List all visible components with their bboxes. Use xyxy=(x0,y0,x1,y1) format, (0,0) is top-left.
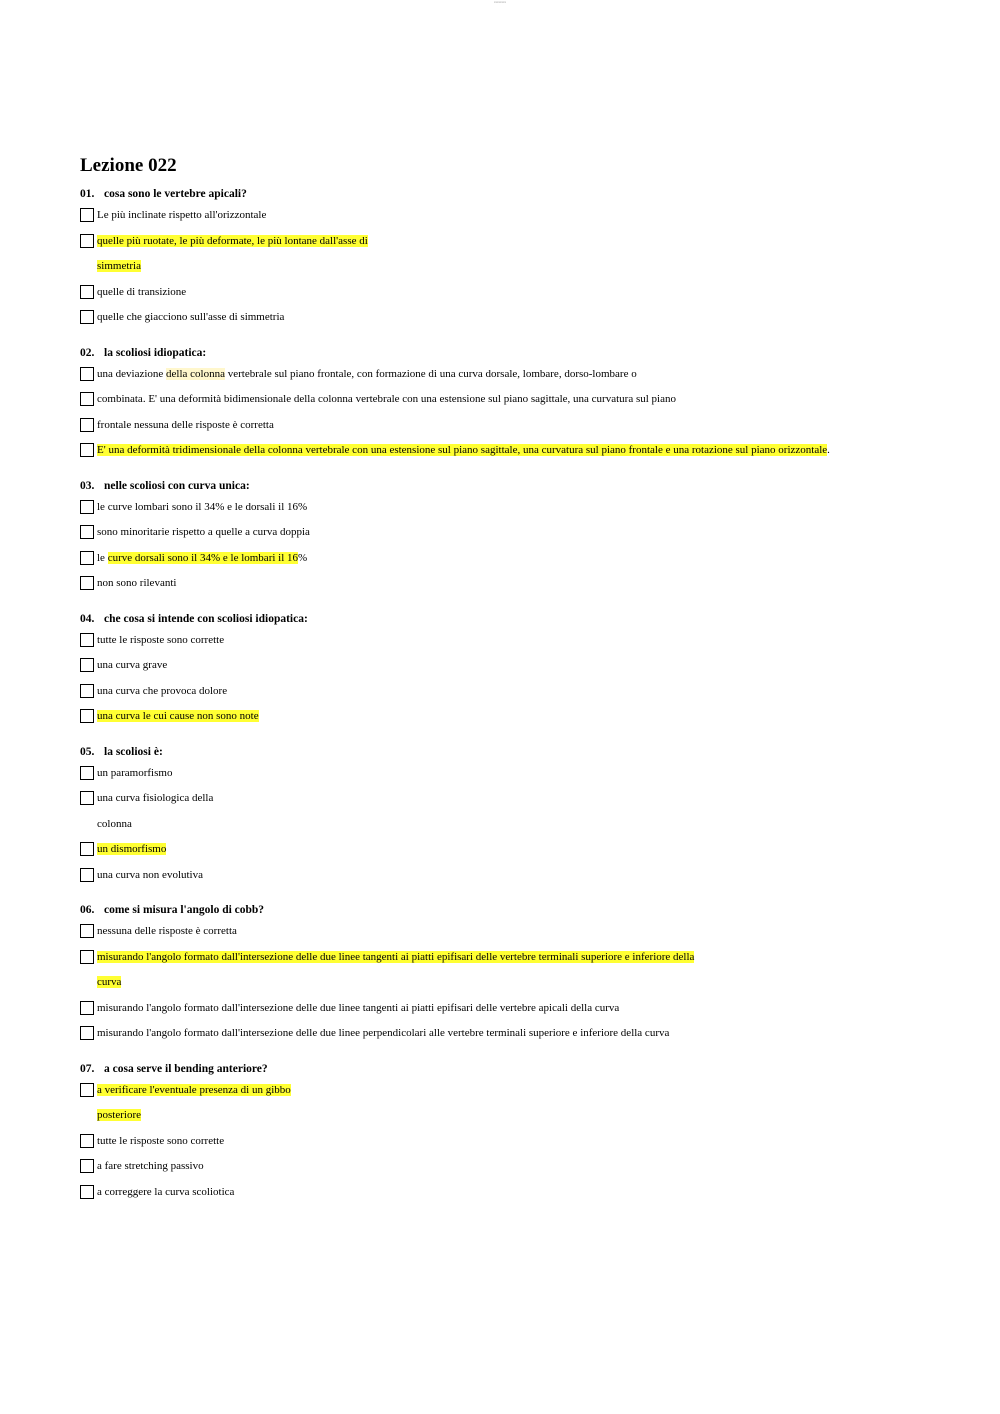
answer-line xyxy=(97,391,676,417)
answer-text xyxy=(97,575,176,601)
answer-text xyxy=(97,708,259,734)
answer-text xyxy=(97,1000,619,1026)
answer-checkbox[interactable] xyxy=(80,525,94,539)
answer-option[interactable] xyxy=(80,1184,920,1210)
answer-checkbox[interactable] xyxy=(80,500,94,514)
highlighted-answer-text: E' una deformità tridimensionale della colonna vertebrale con una estensione sul piano sagittale, una curvatura sul piano frontale e una rotazione sul piano orizzontale xyxy=(97,444,828,456)
answer-line-text: misurando l'angolo formato dall'intersezione delle due linee perpendicolari alle vertebre terminali superiore e inferiore della curva xyxy=(97,1027,670,1039)
answer-option[interactable] xyxy=(80,1133,920,1159)
highlighted-answer-text: posteriore xyxy=(97,1109,141,1121)
question-text: che cosa si intende con scoliosi idiopatica: xyxy=(104,612,308,625)
question-number: 01. xyxy=(80,188,95,200)
answer-line xyxy=(97,1158,204,1184)
answer-line-text: a fare stretching passivo xyxy=(97,1160,204,1172)
question-number: 05. xyxy=(80,745,95,758)
question-text: come si misura l'angolo di cobb? xyxy=(104,904,265,916)
answer-checkbox[interactable] xyxy=(80,551,94,565)
answer-text xyxy=(97,1133,224,1159)
answer-line-text: sono minoritarie rispetto a quelle a curva doppia xyxy=(97,526,310,538)
answer-text xyxy=(97,284,186,310)
answer-text xyxy=(97,867,203,893)
question-number: 03. xyxy=(80,479,95,492)
answer-line-text: misurando l'angolo formato dall'intersezione delle due linee tangenti ai piatti epifisari delle vertebre apicali della curva xyxy=(97,1001,620,1014)
question-heading xyxy=(80,478,920,494)
question-block xyxy=(80,744,920,893)
answer-line-text: una curva fisiologica della xyxy=(97,792,214,804)
answer-text xyxy=(97,366,637,392)
answer-line xyxy=(97,790,213,816)
answer-line-text: colonna xyxy=(97,817,132,830)
answer-text xyxy=(97,417,274,443)
question-heading xyxy=(80,345,920,361)
highlighted-answer-text: misurando l'angolo formato dall'intersezione delle due linee tangenti ai piatti epifisari delle vertebre terminali superiore e inferiore della xyxy=(97,950,695,963)
answer-text xyxy=(97,923,237,949)
answer-checkbox[interactable] xyxy=(80,418,94,432)
answer-line xyxy=(97,258,368,284)
question-number: 06. xyxy=(80,904,95,916)
question-block xyxy=(80,186,920,335)
answer-text xyxy=(97,550,307,576)
answer-line xyxy=(97,765,172,791)
highlighted-answer-text: curve dorsali sono il 34% e le lombari il 16 xyxy=(107,551,299,564)
answer-option[interactable] xyxy=(80,442,920,468)
answer-text xyxy=(97,499,307,525)
question-block xyxy=(80,478,920,601)
answer-option[interactable] xyxy=(80,207,920,233)
answer-checkbox[interactable] xyxy=(80,633,94,647)
question-heading xyxy=(80,186,920,202)
answer-checkbox[interactable] xyxy=(80,576,94,590)
answer-option[interactable] xyxy=(80,867,920,893)
page-title: Lezione 022 xyxy=(80,155,177,176)
answer-option[interactable] xyxy=(80,366,920,392)
answer-option[interactable] xyxy=(80,949,920,1000)
answer-option[interactable] xyxy=(80,657,920,683)
answer-line-text: quelle di transizione xyxy=(97,285,187,298)
answer-line xyxy=(97,442,830,468)
answer-text-prefix: le xyxy=(97,551,108,564)
answer-text xyxy=(97,233,368,284)
answer-line xyxy=(97,366,637,392)
highlighted-answer-text: a verificare l'eventuale presenza di un gibbo xyxy=(97,1083,291,1096)
answer-checkbox[interactable] xyxy=(80,1134,94,1148)
answer-line-text: nessuna delle risposte è corretta xyxy=(97,925,237,937)
answer-line xyxy=(97,233,368,259)
answer-line xyxy=(97,1184,234,1210)
answer-option[interactable] xyxy=(80,1025,920,1051)
answer-option[interactable] xyxy=(80,499,920,525)
answer-line-text: non sono rilevanti xyxy=(97,577,177,589)
question-number: 04. xyxy=(80,612,95,625)
answer-text xyxy=(97,442,830,468)
answer-text xyxy=(97,841,166,867)
answer-line xyxy=(97,867,203,893)
answer-line-text: un paramorfismo xyxy=(97,766,173,779)
highlighted-answer-text: curva xyxy=(97,976,122,988)
answer-checkbox[interactable] xyxy=(80,367,94,381)
answer-option[interactable] xyxy=(80,550,920,576)
answer-line xyxy=(97,575,176,601)
answer-option[interactable] xyxy=(80,417,920,443)
question-block xyxy=(80,1061,920,1210)
answer-checkbox[interactable] xyxy=(80,1001,94,1015)
question-block xyxy=(80,345,920,468)
answer-line xyxy=(97,1133,224,1159)
answer-checkbox[interactable] xyxy=(80,1083,94,1097)
answer-line xyxy=(97,1107,291,1133)
question-heading xyxy=(80,902,920,918)
highlighted-answer-text: un dismorfismo xyxy=(97,843,167,855)
answer-option[interactable] xyxy=(80,391,920,417)
answer-checkbox[interactable] xyxy=(80,208,94,222)
answer-text xyxy=(97,391,676,417)
answer-line xyxy=(97,949,694,975)
answer-line xyxy=(97,524,310,550)
answer-line-text: una curva non evolutiva xyxy=(97,868,203,881)
answer-line xyxy=(97,1025,669,1051)
answer-option[interactable] xyxy=(80,524,920,550)
highlighted-answer-text: simmetria xyxy=(97,260,141,272)
question-block xyxy=(80,611,920,734)
answer-checkbox[interactable] xyxy=(80,709,94,723)
answer-line-text: quelle che giacciono sull'asse di simmetria xyxy=(97,311,285,323)
answer-line xyxy=(97,284,186,310)
answer-line xyxy=(97,657,167,683)
answer-checkbox[interactable] xyxy=(80,950,94,964)
answer-checkbox[interactable] xyxy=(80,1159,94,1173)
question-text: la scoliosi idiopatica: xyxy=(104,346,207,359)
answer-line xyxy=(97,1000,619,1026)
answer-line-text: tutte le risposte sono corrette xyxy=(97,633,225,646)
highlighted-answer-text: quelle più ruotate, le più deformate, le più lontane dall'asse di xyxy=(97,234,368,247)
answer-option[interactable] xyxy=(80,284,920,310)
answer-line xyxy=(97,683,227,709)
answer-checkbox[interactable] xyxy=(80,1185,94,1199)
highlighted-answer-text: una curva le cui cause non sono note xyxy=(97,710,259,722)
answer-checkbox[interactable] xyxy=(80,285,94,299)
answer-option[interactable] xyxy=(80,1082,920,1133)
question-text: cosa sono le vertebre apicali? xyxy=(104,188,247,200)
question-list xyxy=(80,186,920,1209)
answer-text xyxy=(97,1158,204,1184)
answer-line-text: una curva grave xyxy=(97,659,168,671)
answer-line xyxy=(97,708,259,734)
answer-text-suffix: vertebrale sul piano frontale, con formazione di una curva dorsale, lombare, dorso-lombare o xyxy=(224,367,637,380)
answer-text xyxy=(97,949,694,1000)
answer-text-suffix: % xyxy=(298,551,308,564)
answer-checkbox[interactable] xyxy=(80,842,94,856)
answer-text xyxy=(97,683,227,709)
answer-option[interactable] xyxy=(80,683,920,709)
answer-option[interactable] xyxy=(80,575,920,601)
answer-checkbox[interactable] xyxy=(80,924,94,938)
answer-text xyxy=(97,1082,291,1133)
answer-line xyxy=(97,816,213,842)
answer-line xyxy=(97,1082,291,1108)
answer-text xyxy=(97,207,266,233)
answer-text xyxy=(97,524,310,550)
answer-option[interactable] xyxy=(80,309,920,335)
answer-line-text: frontale nessuna delle risposte è corretta xyxy=(97,418,274,431)
question-text: nelle scoliosi con curva unica: xyxy=(104,479,250,492)
question-heading xyxy=(80,1061,920,1077)
highlighted-answer-text: della colonna xyxy=(166,367,225,380)
answer-checkbox[interactable] xyxy=(80,658,94,672)
answer-line xyxy=(97,923,237,949)
answer-text xyxy=(97,1025,669,1051)
answer-checkbox[interactable] xyxy=(80,234,94,248)
question-number: 02. xyxy=(80,346,95,359)
answer-line-text: a correggere la curva scoliotica xyxy=(97,1185,235,1198)
answer-line xyxy=(97,632,224,658)
answer-line xyxy=(97,974,694,1000)
answer-text xyxy=(97,790,213,841)
answer-checkbox[interactable] xyxy=(80,392,94,406)
answer-checkbox[interactable] xyxy=(80,684,94,698)
answer-text xyxy=(97,632,224,658)
answer-option[interactable] xyxy=(80,1000,920,1026)
answer-line xyxy=(97,841,166,867)
answer-line xyxy=(97,309,284,335)
question-heading xyxy=(80,611,920,627)
answer-line-text: tutte le risposte sono corrette xyxy=(97,1134,225,1147)
answer-line-text: combinata. E' una deformità bidimensionale della colonna vertebrale con una estensione sul piano sagittale, una curvatura sul piano xyxy=(97,393,676,405)
answer-text xyxy=(97,1184,234,1210)
answer-checkbox[interactable] xyxy=(80,766,94,780)
question-block xyxy=(80,902,920,1051)
answer-line-text: Le più inclinate rispetto all'orizzontale xyxy=(97,209,267,221)
answer-checkbox[interactable] xyxy=(80,868,94,882)
question-text: a cosa serve il bending anteriore? xyxy=(104,1062,268,1075)
answer-line xyxy=(97,499,307,525)
answer-checkbox[interactable] xyxy=(80,791,94,805)
answer-line-text: le curve lombari sono il 34% e le dorsali il 16% xyxy=(97,500,308,513)
question-heading xyxy=(80,744,920,760)
answer-option[interactable] xyxy=(80,233,920,284)
answer-text xyxy=(97,657,167,683)
answer-option[interactable] xyxy=(80,1158,920,1184)
answer-option[interactable] xyxy=(80,632,920,658)
answer-text xyxy=(97,765,172,791)
answer-checkbox[interactable] xyxy=(80,310,94,324)
question-text: la scoliosi è: xyxy=(104,745,163,758)
answer-suffix: . xyxy=(827,444,830,456)
answer-line xyxy=(97,417,274,443)
document-page xyxy=(80,154,920,1219)
answer-option[interactable] xyxy=(80,708,920,734)
answer-option[interactable] xyxy=(80,841,920,867)
answer-text-prefix: una deviazione xyxy=(97,367,167,380)
answer-line-text: una curva che provoca dolore xyxy=(97,684,228,697)
answer-line xyxy=(97,207,266,233)
answer-line xyxy=(97,550,307,576)
page-header-mark: xxxxxxxx xyxy=(494,0,506,4)
answer-option[interactable] xyxy=(80,765,920,791)
answer-checkbox[interactable] xyxy=(80,443,94,457)
answer-text xyxy=(97,309,284,335)
answer-option[interactable] xyxy=(80,790,920,841)
answer-checkbox[interactable] xyxy=(80,1026,94,1040)
answer-option[interactable] xyxy=(80,923,920,949)
question-number: 07. xyxy=(80,1062,95,1075)
